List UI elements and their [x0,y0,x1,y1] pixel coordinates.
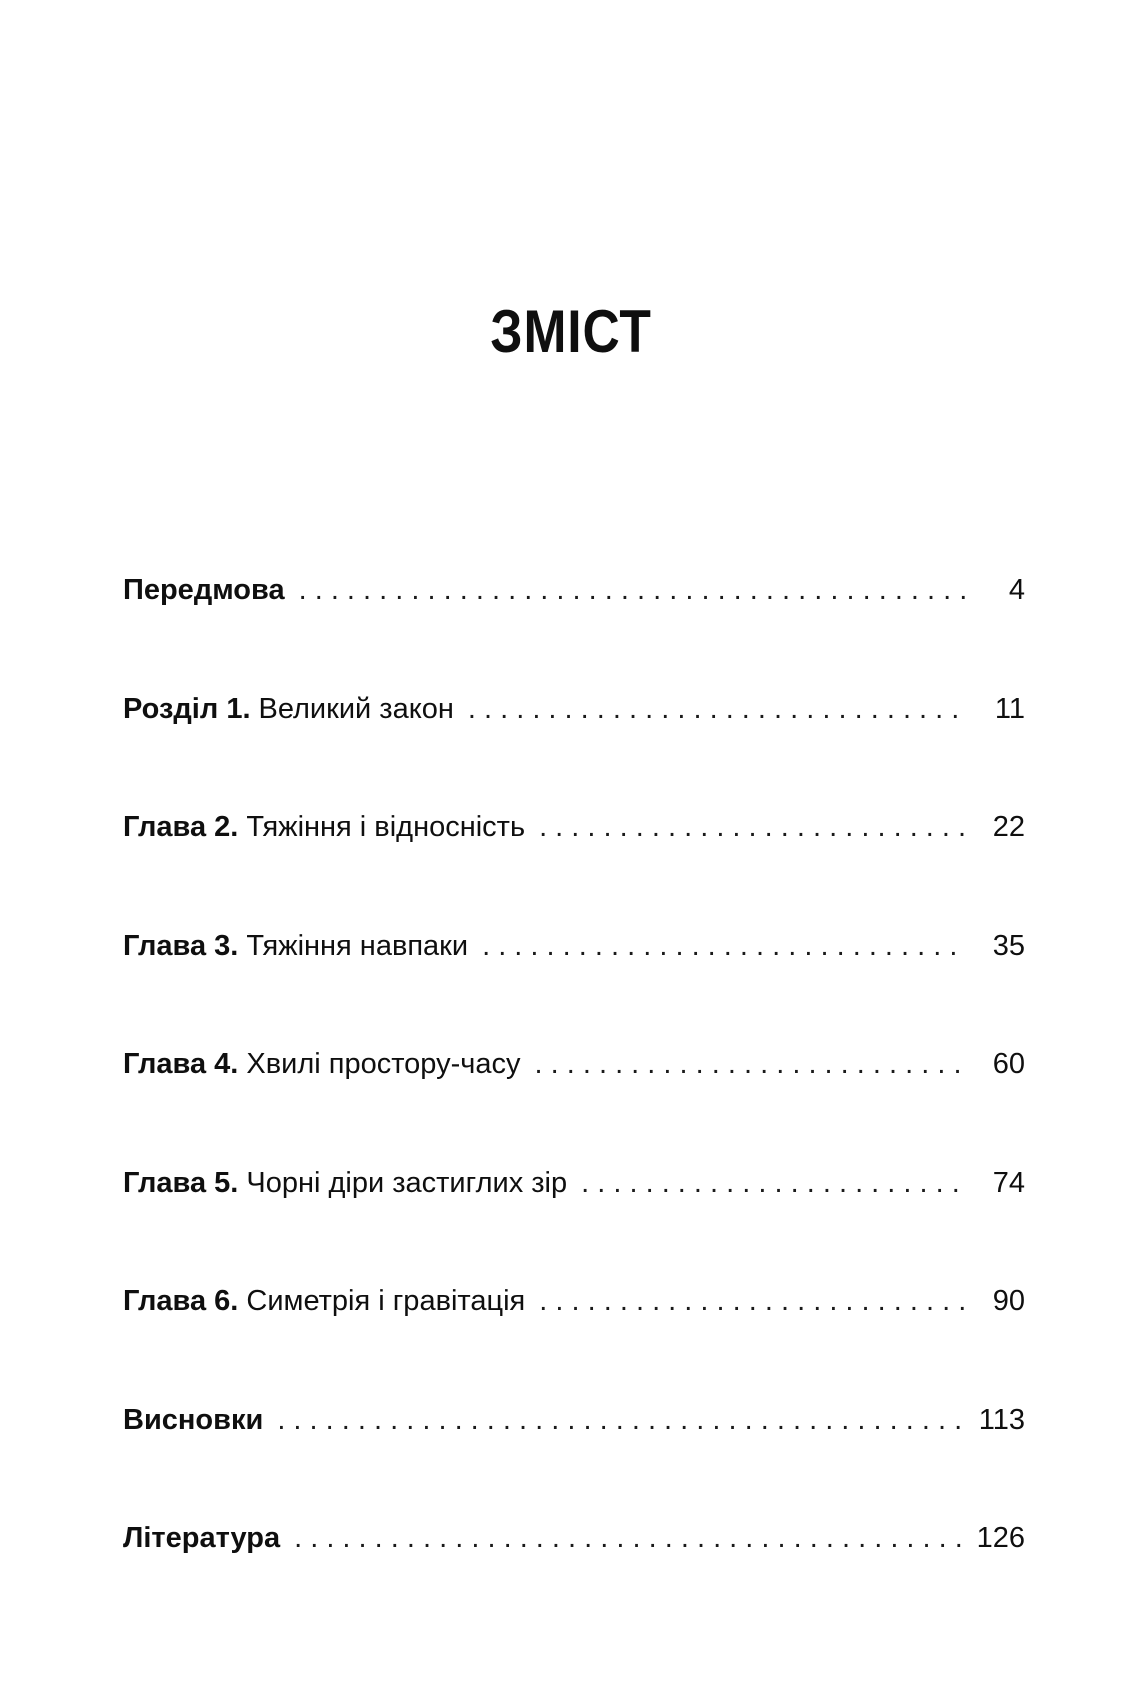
toc-entry-conclusions[interactable] [123,1400,1025,1519]
dot-leader [535,1044,968,1084]
toc-entry-page-number: 126 [976,1522,1025,1554]
toc-entry-page-number: 90 [992,1285,1025,1317]
toc-entry-page-number: 113 [978,1403,1025,1436]
dot-leader [539,1281,967,1321]
toc-entry-chapter-3[interactable] [123,926,1025,1045]
toc-entry-label [123,1518,280,1558]
toc-entry-title: Тяжіння навпаки [246,929,469,962]
toc-entry-chapter-5[interactable] [123,1163,1025,1282]
toc-entry-label [123,1163,567,1203]
toc-entry-heading: Глава 4. [123,1048,239,1080]
toc-entry-heading: Глава 5. [123,1166,239,1199]
toc-entry-section-1[interactable] [123,689,1025,808]
dot-leader [539,807,967,847]
toc-entry-page-number: 74 [992,1166,1025,1199]
toc-entry-title: Тяжіння і відносність [246,811,526,843]
toc-entry-label [123,926,468,966]
toc-entry-label [123,1044,521,1084]
toc-entry-label [123,1400,263,1440]
toc-entry-heading: Глава 6. [123,1285,239,1317]
toc-entry-title: Чорні діри застиглих зір [246,1166,568,1199]
toc-entry-heading: Література [123,1522,281,1554]
toc-entry-page-number: 4 [1008,574,1025,606]
toc-entry-title: Симетрія і гравітація [246,1285,526,1317]
toc-entry-literature[interactable] [123,1518,1025,1637]
toc-entry-title: Хвилі простору-часу [246,1048,521,1080]
toc-entry-title: Великий закон [258,692,454,725]
dot-leader [277,1400,967,1440]
toc-entry-heading: Висновки [123,1403,264,1436]
table-of-contents [123,570,1025,1637]
toc-entry-page-number: 22 [992,811,1025,843]
toc-entry-label [123,570,285,610]
toc-entry-page-number: 35 [992,929,1025,962]
toc-entry-heading: Глава 2. [123,811,239,843]
dot-leader [294,1518,967,1558]
toc-entry-heading: Глава 3. [123,929,239,962]
toc-entry-chapter-6[interactable] [123,1281,1025,1400]
toc-entry-chapter-4[interactable] [123,1044,1025,1163]
toc-entry-label [123,689,454,729]
page-title: ЗМІСТ [490,298,652,365]
toc-entry-preface[interactable] [123,570,1025,689]
toc-entry-heading: Розділ 1. [123,692,251,725]
toc-entry-page-number: 60 [992,1048,1025,1080]
toc-entry-label [123,1281,525,1321]
dot-leader [581,1163,967,1203]
toc-entry-page-number: 11 [994,692,1025,725]
dot-leader [468,689,967,729]
dot-leader [299,570,967,610]
dot-leader [482,926,967,966]
toc-entry-heading: Передмова [123,574,285,606]
toc-entry-label [123,807,525,847]
toc-entry-chapter-2[interactable] [123,807,1025,926]
